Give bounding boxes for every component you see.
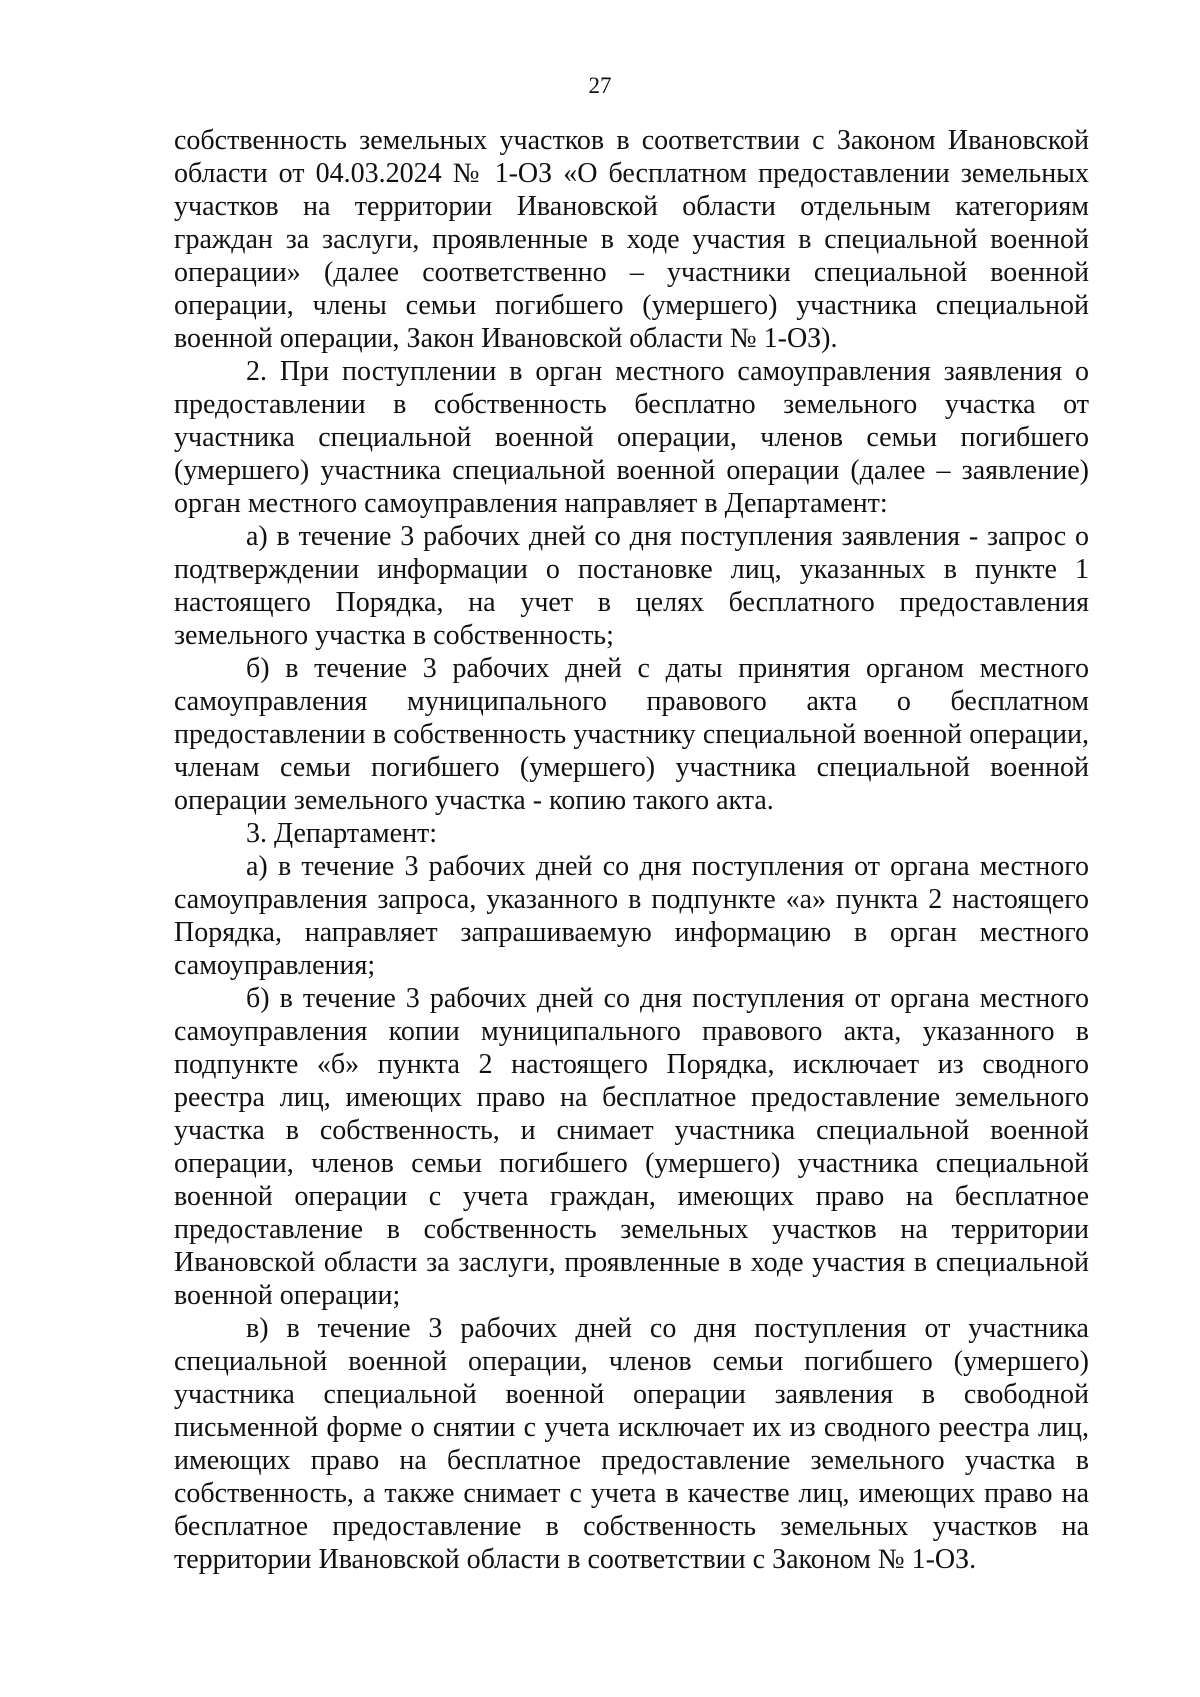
paragraph-item-2a: а) в течение 3 рабочих дней со дня поступления заявления - запрос о подтверждении информации о постановке лиц, указанных в пункте 1 настоящего Порядка, на учет в целях бесплатного предоставления земельного участка в собственность;: [174, 521, 1089, 651]
paragraph-item-3a: а) в течение 3 рабочих дней со дня поступления от органа местного самоуправления запроса, указанного в подпункте «а» пункта 2 настоящего Порядка, направляет запрашиваемую информацию в орган местного самоуправления;: [174, 851, 1089, 981]
paragraph-item-2: 2. При поступлении в орган местного самоуправления заявления о предоставлении в собственность бесплатно земельного участка от участника специальной военной операции, членов семьи погибшего (умершего) участника специальной военной операции (далее – заявление) орган местного самоуправления направляет в Департамент:: [174, 356, 1089, 519]
document-body: [174, 124, 1089, 1576]
page-number: 27: [588, 73, 612, 98]
paragraph-item-3: 3. Департамент:: [246, 818, 438, 849]
paragraph-item-3v: в) в течение 3 рабочих дней со дня поступления от участника специальной военной операции, членов семьи погибшего (умершего) участника специальной военной операции заявления в свободной письменной форме о снятии с учета исключает их из сводного реестра лиц, имеющих право на бесплатное предоставление земельного участка в собственность, а также снимает с учета в качестве лиц, имеющих право на бесплатное предоставление в собственность земельных участков на территории Ивановской области в соответствии с Законом № 1-ОЗ.: [174, 1313, 1089, 1575]
paragraph-item-3b: б) в течение 3 рабочих дней со дня поступления от органа местного самоуправления копии муниципального правового акта, указанного в подпункте «б» пункта 2 настоящего Порядка, исключает из сводного реестра лиц, имеющих право на бесплатное предоставление земельного участка в собственность, и снимает участника специальной военной операции, членов семьи погибшего (умершего) участника специальной военной операции с учета граждан, имеющих право на бесплатное предоставление в собственность земельных участков на территории Ивановской области за заслуги, проявленные в ходе участия в специальной военной операции;: [174, 983, 1089, 1311]
paragraph-continuation: собственность земельных участков в соответствии с Законом Ивановской области от 04.03.2024 № 1-ОЗ «О бесплатном предоставлении земельных участков на территории Ивановской области отдельным категориям граждан за заслуги, проявленные в ходе участия в специальной военной операции» (далее соответственно – участники специальной военной операции, члены семьи погибшего (умершего) участника специальной военной операции, Закон Ивановской области № 1-ОЗ).: [174, 125, 1089, 354]
paragraph-item-2b: б) в течение 3 рабочих дней с даты принятия органом местного самоуправления муниципального правового акта о бесплатном предоставлении в собственность участнику специальной военной операции, членам семьи погибшего (умершего) участника специальной военной операции земельного участка - копию такого акта.: [174, 653, 1089, 816]
